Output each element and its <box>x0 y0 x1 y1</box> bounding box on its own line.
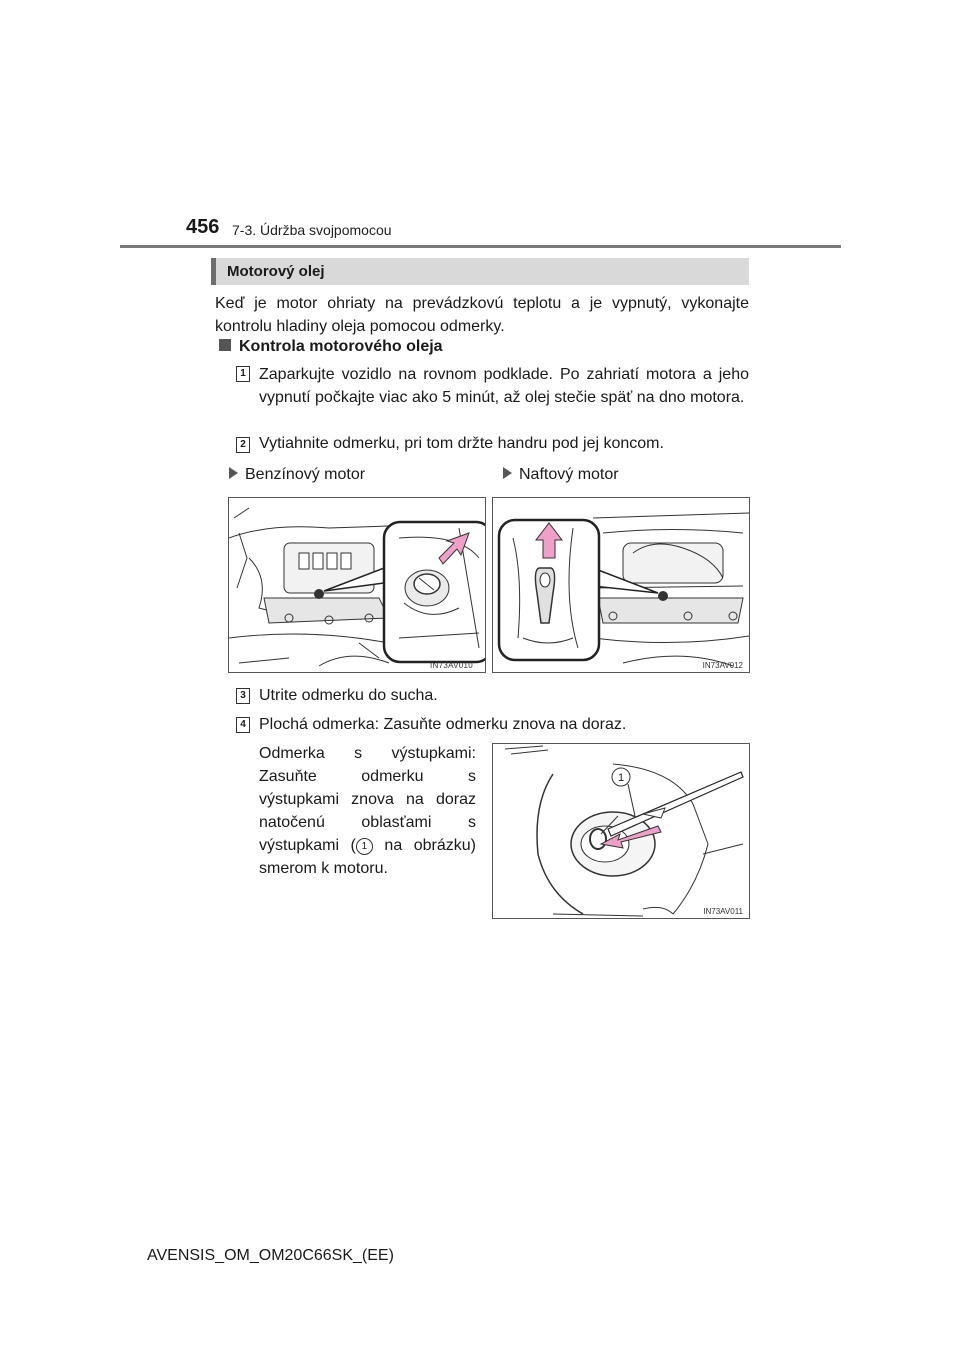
figure-diesel-engine <box>492 497 750 673</box>
step-number-2: 2 <box>236 437 250 453</box>
page-number: 456 <box>186 216 220 238</box>
variant-diesel <box>503 466 619 484</box>
callout-number-1: 1 <box>356 838 373 855</box>
figure-code-petrol: IN73AV010 <box>429 661 473 670</box>
step-number-1: 1 <box>236 366 250 382</box>
step-number-4: 4 <box>236 717 250 733</box>
variant-petrol <box>229 466 365 484</box>
step-2-text: Vytiahnite odmerku, pri tom držte handru pod jej koncom. <box>259 435 664 452</box>
document-footer: AVENSIS_OM_OM20C66SK_(EE) <box>147 1247 394 1264</box>
subheading <box>219 338 443 356</box>
step-4-note-after: na obrázku) smerom k motoru. <box>259 837 477 877</box>
dipstick-illustration <box>493 744 749 918</box>
triangle-bullet-icon <box>229 467 238 479</box>
intro-paragraph: Keď je motor ohriaty na prevádzkovú teplotu a je vypnutý, vykonajte kontrolu hladiny oleja pomocou odmerky. <box>215 295 749 335</box>
step-4-note <box>259 742 476 880</box>
square-bullet-icon <box>219 339 231 351</box>
step-1-text: Zaparkujte vozidlo na rovnom podklade. Po zahriatí motora a jeho vypnutí počkajte viac ako 5 minút, až olej stečie späť na dno motora. <box>259 366 749 406</box>
petrol-engine-illustration <box>229 498 485 672</box>
variant-diesel-label: Naftový motor <box>519 466 619 483</box>
triangle-bullet-icon <box>503 467 512 479</box>
header-divider <box>120 245 841 248</box>
diesel-engine-illustration <box>493 498 749 672</box>
figure-petrol-engine <box>228 497 486 673</box>
variant-petrol-label: Benzínový motor <box>245 466 366 483</box>
figure-code-diesel: IN73AV012 <box>702 661 743 670</box>
dipstick-callout-1: 1 <box>617 772 625 784</box>
step-4-text: Plochá odmerka: Zasuňte odmerku znova na doraz. <box>259 716 627 733</box>
step-4-note-before: Odmerka s výstupkami: Zasuňte odmerku s výstupkami znova na doraz natočenú oblasťami s výstupkami ( <box>259 745 476 854</box>
section-title: Motorový olej <box>211 258 749 285</box>
chapter-section: 7-3. Údržba svojpomocou <box>232 222 392 238</box>
figure-dipstick <box>492 743 750 919</box>
step-number-3: 3 <box>236 688 250 704</box>
step-3-text: Utrite odmerku do sucha. <box>259 687 438 704</box>
subheading-text: Kontrola motorového oleja <box>239 338 443 355</box>
figure-code-dipstick: IN73AV011 <box>703 907 743 916</box>
